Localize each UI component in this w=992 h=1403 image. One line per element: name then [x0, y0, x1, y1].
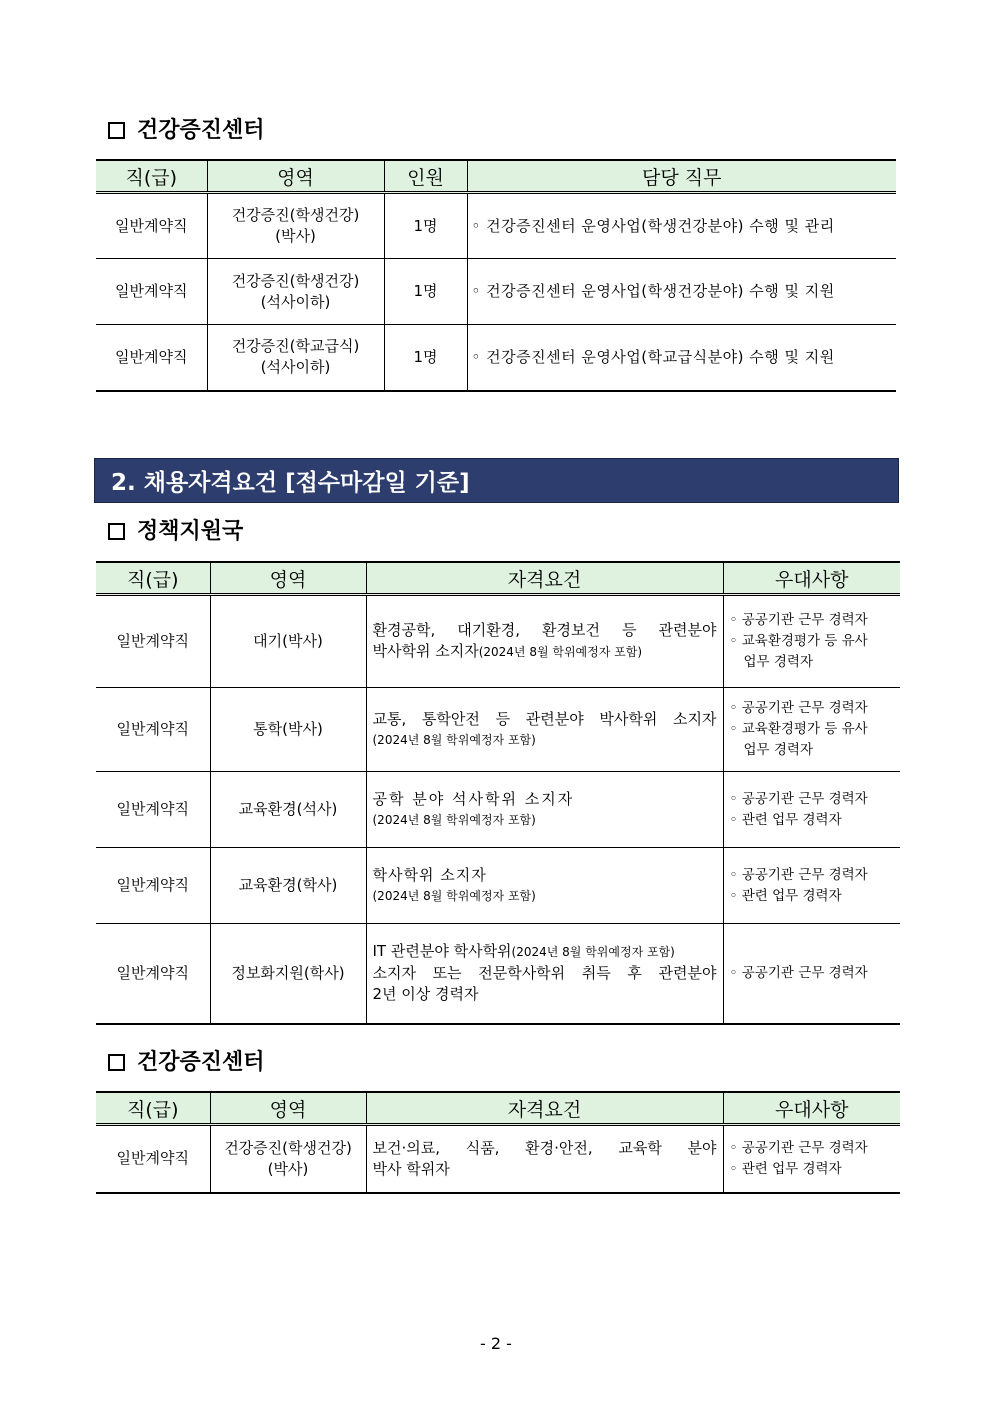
- table-row: 일반계약직 통학(박사) 교통, 통학안전 등 관련분야 박사학위 소지자 (2024년 8월 학위예정자 포함) ◦ 공공기관 근무 경력자 ◦ 교육환경평가 등 유사 업무 경력자: [96, 688, 900, 772]
- section-banner: 2. 채용자격요건 [접수마감일 기준]: [94, 458, 899, 503]
- checkbox-icon: [108, 523, 125, 540]
- header-duty: 담당 직무: [467, 160, 896, 193]
- header-count: 인원: [384, 160, 467, 193]
- health-qualification-table: [96, 1091, 900, 1194]
- health-duty-table: [96, 159, 896, 392]
- header-area: 영역: [210, 562, 366, 595]
- header-preference: 우대사항: [723, 562, 900, 595]
- header-rank: 직(급): [96, 562, 210, 595]
- header-area: 영역: [210, 1092, 366, 1125]
- header-qualification: 자격요건: [366, 1092, 723, 1125]
- section-heading-health-bottom: 건강증진센터: [108, 1047, 265, 1077]
- table-row: 일반계약직 정보화지원(학사) IT 관련분야 학사학위(2024년 8월 학위예정자 포함) 소지자 또는 전문학사학위 취득 후 관련분야 2년 이상 경력자 ◦ 공공기관 근무 경력자: [96, 924, 900, 1024]
- checkbox-icon: [108, 1054, 125, 1071]
- checkbox-icon: [108, 122, 125, 139]
- table-row: 일반계약직 건강증진(학교급식) (석사이하) 1명 ◦ 건강증진센터 운영사업(학교급식분야) 수행 및 지원: [96, 325, 896, 391]
- table-row: 일반계약직 건강증진(학생건강) (석사이하) 1명 ◦ 건강증진센터 운영사업(학생건강분야) 수행 및 지원: [96, 259, 896, 325]
- table-row: 일반계약직 건강증진(학생건강) (박사) 보건·의료, 식품, 환경·안전, 교육학 분야 박사 학위자 ◦ 공공기관 근무 경력자 ◦ 관련 업무 경력자: [96, 1125, 900, 1193]
- header-area: 영역: [207, 160, 384, 193]
- policy-qualification-table: [96, 561, 900, 1025]
- table-row: 일반계약직 교육환경(학사) 학사학위 소지자 (2024년 8월 학위예정자 포함) ◦ 공공기관 근무 경력자 ◦ 관련 업무 경력자: [96, 848, 900, 924]
- header-rank: 직(급): [96, 1092, 210, 1125]
- table-row: 일반계약직 교육환경(석사) 공학 분야 석사학위 소지자 (2024년 8월 학위예정자 포함) ◦ 공공기관 근무 경력자 ◦ 관련 업무 경력자: [96, 772, 900, 848]
- header-rank: 직(급): [96, 160, 207, 193]
- page-number: - 2 -: [480, 1334, 512, 1353]
- section-heading-policy: 정책지원국: [108, 516, 243, 546]
- table-row: 일반계약직 건강증진(학생건강) (박사) 1명 ◦ 건강증진센터 운영사업(학생건강분야) 수행 및 관리: [96, 193, 896, 259]
- header-qualification: 자격요건: [366, 562, 723, 595]
- header-preference: 우대사항: [723, 1092, 900, 1125]
- section-heading-health-top: 건강증진센터: [108, 115, 265, 145]
- table-row: 일반계약직 대기(박사) 환경공학, 대기환경, 환경보건 등 관련분야 박사학위 소지자(2024년 8월 학위예정자 포함) ◦ 공공기관 근무 경력자 ◦ 교육환경평가 등 유사 업무 경력자: [96, 595, 900, 688]
